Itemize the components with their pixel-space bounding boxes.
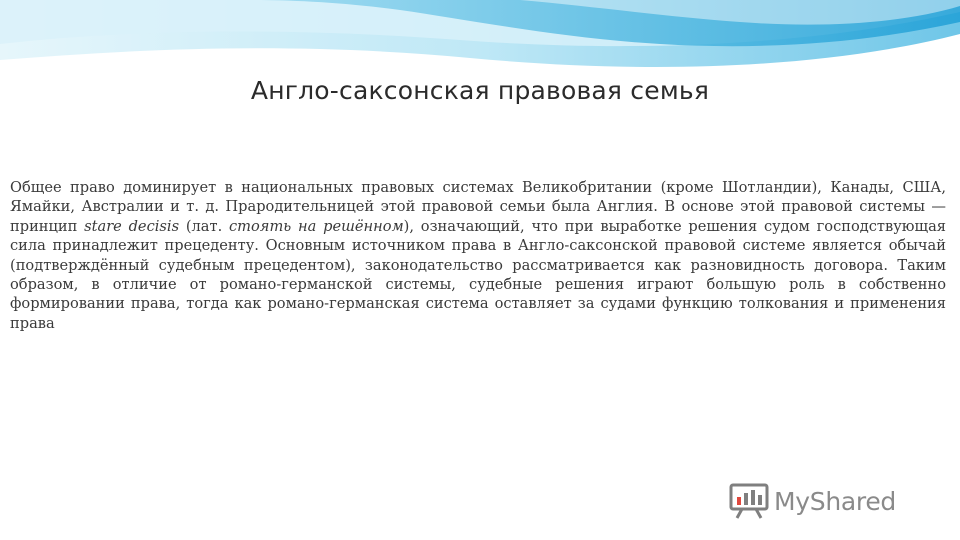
myshared-watermark [728, 481, 896, 521]
latin-translation: стоять на решённом [229, 217, 404, 235]
body-text-part-2: (лат. [179, 217, 229, 235]
presentation-board-icon [728, 482, 770, 520]
watermark-text: MyShared [774, 486, 896, 516]
header-wave-decoration [0, 0, 960, 80]
body-text-part-3: ), означающий, что при выработке решения судом господствующая сила принадлежит прецеденту. Основным источником права в Англо-саксонской правовой системе является обычай (подтверждённый судебным прецедентом), законодательство рассматривается как разновидность договора. Таким образом, в отличие от романо-германской системы, судебные решения играют большую роль в собственно формировании права, тогда как романо-германская система оставляет за судами функцию толкования и применения права [10, 217, 946, 332]
slide-body-text [10, 178, 946, 333]
latin-term: stare decisis [84, 217, 180, 235]
slide-title: Англо-саксонская правовая семья [250, 76, 710, 105]
body-text-part-1: Общее право доминирует в национальных правовых системах Великобритании (кроме Шотландии), Канады, США, Ямайки, Австралии и т. д. Прародительницей этой правовой семьи была Англия. В основе этой правовой системы — принцип [10, 179, 946, 235]
